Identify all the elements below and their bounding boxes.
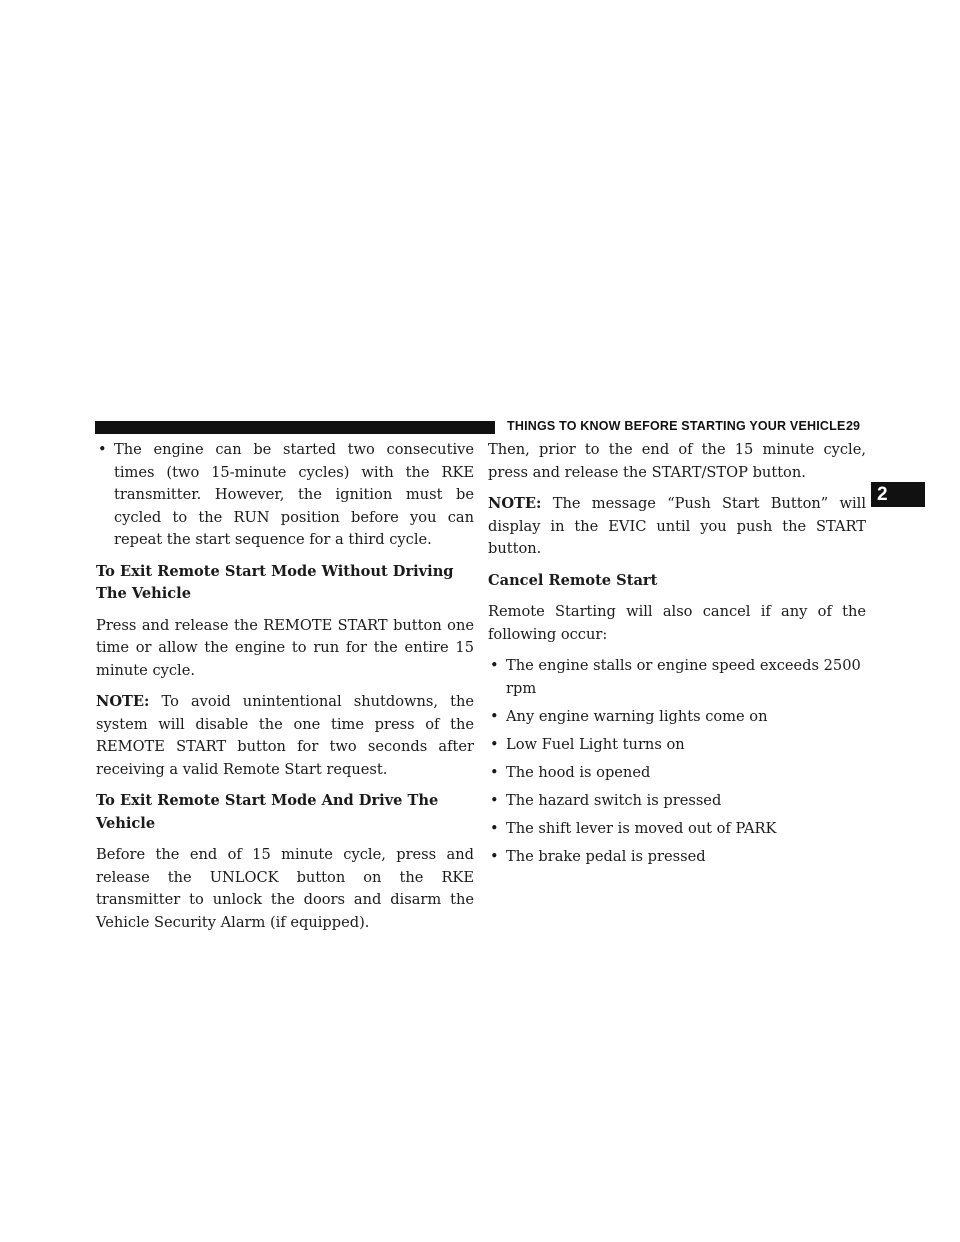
left-column bbox=[96, 439, 474, 943]
subheading-exit-without-driving: To Exit Remote Start Mode Without Driving The Vehicle bbox=[96, 562, 454, 602]
bullet-icon: • bbox=[490, 819, 499, 837]
chapter-tab: 2 bbox=[871, 482, 925, 507]
subheading-exit-and-drive: To Exit Remote Start Mode And Drive The Vehicle bbox=[96, 792, 439, 832]
paragraph: Press and release the REMOTE START button one time or allow the engine to run for the entire 15 minute cycle. bbox=[96, 616, 474, 679]
list-item bbox=[488, 706, 866, 729]
bullet-icon: • bbox=[490, 763, 499, 781]
bullet-icon: • bbox=[490, 847, 499, 865]
list-item-text: The brake pedal is pressed bbox=[506, 847, 706, 865]
list-item bbox=[488, 790, 866, 813]
list-item-text: The hazard switch is pressed bbox=[506, 791, 722, 809]
list-item bbox=[488, 762, 866, 785]
list-item-text: The shift lever is moved out of PARK bbox=[506, 819, 777, 837]
note-paragraph bbox=[488, 493, 866, 561]
bullet-icon: • bbox=[490, 735, 499, 753]
paragraph: Then, prior to the end of the 15 minute cycle, press and release the START/STOP button. bbox=[488, 441, 866, 481]
list-item bbox=[488, 846, 866, 869]
list-item-text: The engine stalls or engine speed exceeds 2500 rpm bbox=[506, 657, 861, 697]
list-item bbox=[96, 439, 474, 552]
list-item-text: The hood is opened bbox=[506, 763, 651, 781]
note-label: NOTE: bbox=[488, 495, 542, 512]
list-item-text: The engine can be started two consecutive times (two 15-minute cycles) with the RKE transmitter. However, the ignition must be cycled to the RUN position before you can repeat the start sequence for a third cycle. bbox=[114, 441, 474, 548]
list-item-text: Any engine warning lights come on bbox=[506, 707, 768, 725]
list-item-text: Low Fuel Light turns on bbox=[506, 735, 685, 753]
paragraph: Remote Starting will also cancel if any of the following occur: bbox=[488, 603, 866, 643]
list-item bbox=[488, 655, 866, 700]
list-item bbox=[488, 734, 866, 757]
paragraph: Before the end of 15 minute cycle, press and release the UNLOCK button on the RKE transmitter to unlock the doors and disarm the Vehicle Security Alarm (if equipped). bbox=[96, 846, 474, 931]
cancel-conditions-list bbox=[488, 655, 866, 868]
section-title: THINGS TO KNOW BEFORE STARTING YOUR VEHICLE bbox=[507, 419, 846, 433]
list-item bbox=[488, 818, 866, 841]
note-paragraph bbox=[96, 691, 474, 781]
note-text: The message “Push Start Button” will display in the EVIC until you push the START button. bbox=[488, 495, 867, 557]
note-label: NOTE: bbox=[96, 693, 150, 710]
bullet-icon: • bbox=[98, 441, 107, 458]
right-column bbox=[488, 439, 866, 874]
note-text: To avoid unintentional shutdowns, the system will disable the one time press of the REMOTE START button for two seconds after receiving a valid Remote Start request. bbox=[96, 693, 474, 778]
header-rule-bar bbox=[95, 421, 495, 434]
bullet-icon: • bbox=[490, 707, 499, 725]
subheading-cancel-remote-start: Cancel Remote Start bbox=[488, 571, 658, 589]
page-number: 29 bbox=[846, 419, 860, 433]
bullet-icon: • bbox=[490, 791, 499, 809]
bullet-icon: • bbox=[490, 657, 499, 674]
